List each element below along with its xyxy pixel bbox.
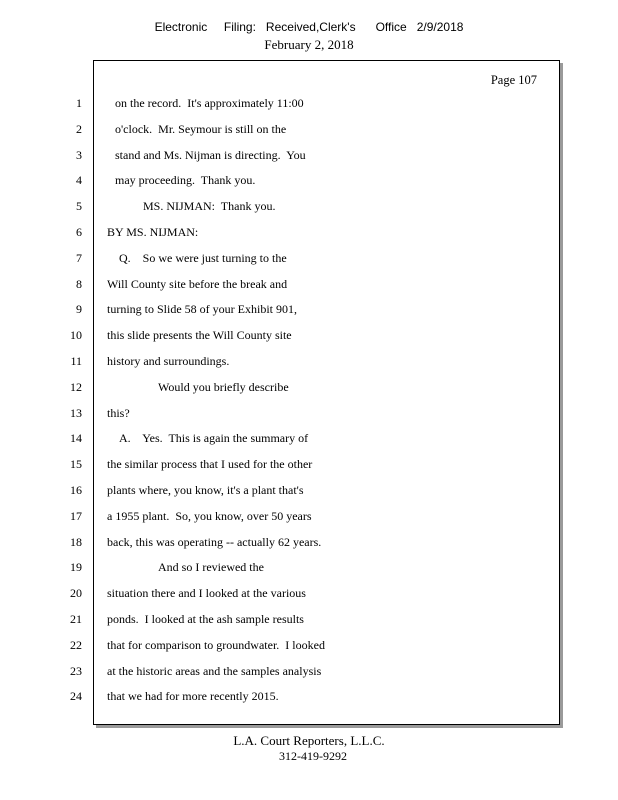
transcript-line: And so I reviewed the [158,560,264,575]
line-number: 15 [70,457,82,472]
transcript-line: a 1955 plant. So, you know, over 50 years [107,508,312,523]
line-number: 8 [76,276,82,291]
transcript-line: that for comparison to groundwater. I looked [107,637,325,652]
line-number: 16 [70,483,82,497]
transcript-line: A. Yes. This is again the summary of [119,431,309,446]
transcript-line: situation there and I looked at the various [107,586,306,601]
line-number: 4 [76,173,82,188]
transcript-line: MS. NIJMAN: Thank you. [143,199,276,214]
line-number: 2 [76,121,82,136]
line-number: 18 [70,534,82,549]
electronic-filing-stamp: Electronic Filing: Received,Clerk's Office 2/9/2018 [154,20,464,34]
line-number: 5 [76,199,82,214]
line-number: 19 [70,560,82,575]
transcript-line: history and surroundings. [107,354,230,368]
line-number: 3 [76,147,82,162]
line-number: 9 [76,302,82,317]
line-number: 1 [76,96,82,110]
line-number: 6 [76,225,82,239]
transcript-line: BY MS. NIJMAN: [107,225,199,239]
line-number: 7 [76,250,82,265]
transcript-line: may proceeding. Thank you. [115,173,256,188]
transcript-line: Q. So we were just turning to the [119,250,287,265]
transcript-line: this slide presents the Will County site [107,328,292,343]
line-number: 23 [70,663,82,678]
transcript-line: the similar process that I used for the other [107,457,313,472]
line-number: 14 [70,431,82,446]
transcript-line: at the historic areas and the samples analysis [107,663,322,678]
line-number: 11 [70,354,82,368]
transcript-line: Would you briefly describe [158,379,289,394]
transcript-line: Will County site before the break and [107,276,288,291]
line-number: 12 [70,379,82,394]
transcript-line: back, this was operating -- actually 62 years. [107,534,322,549]
line-number: 22 [70,637,82,652]
filing-date: February 2, 2018 [264,37,354,52]
transcript-line: on the record. It's approximately 11:00 [115,96,304,110]
footer-company: L.A. Court Reporters, L.L.C. [233,733,385,748]
transcript-line: ponds. I looked at the ash sample results [107,612,304,626]
transcript-line: plants where, you know, it's a plant that's [107,483,304,497]
footer-phone: 312-419-9292 [279,749,347,763]
line-number: 10 [70,328,82,343]
line-number: 17 [70,508,82,523]
line-number: 21 [70,612,82,626]
transcript-line: that we had for more recently 2015. [107,689,279,704]
transcript-line: o'clock. Mr. Seymour is still on the [115,121,287,136]
transcript-line: stand and Ms. Nijman is directing. You [115,147,306,162]
transcript-line: turning to Slide 58 of your Exhibit 901, [107,302,297,317]
line-number: 20 [70,586,82,601]
page-number: Page 107 [490,73,537,87]
line-number: 13 [70,405,82,420]
line-number: 24 [70,689,82,704]
transcript-line: this? [107,405,130,420]
